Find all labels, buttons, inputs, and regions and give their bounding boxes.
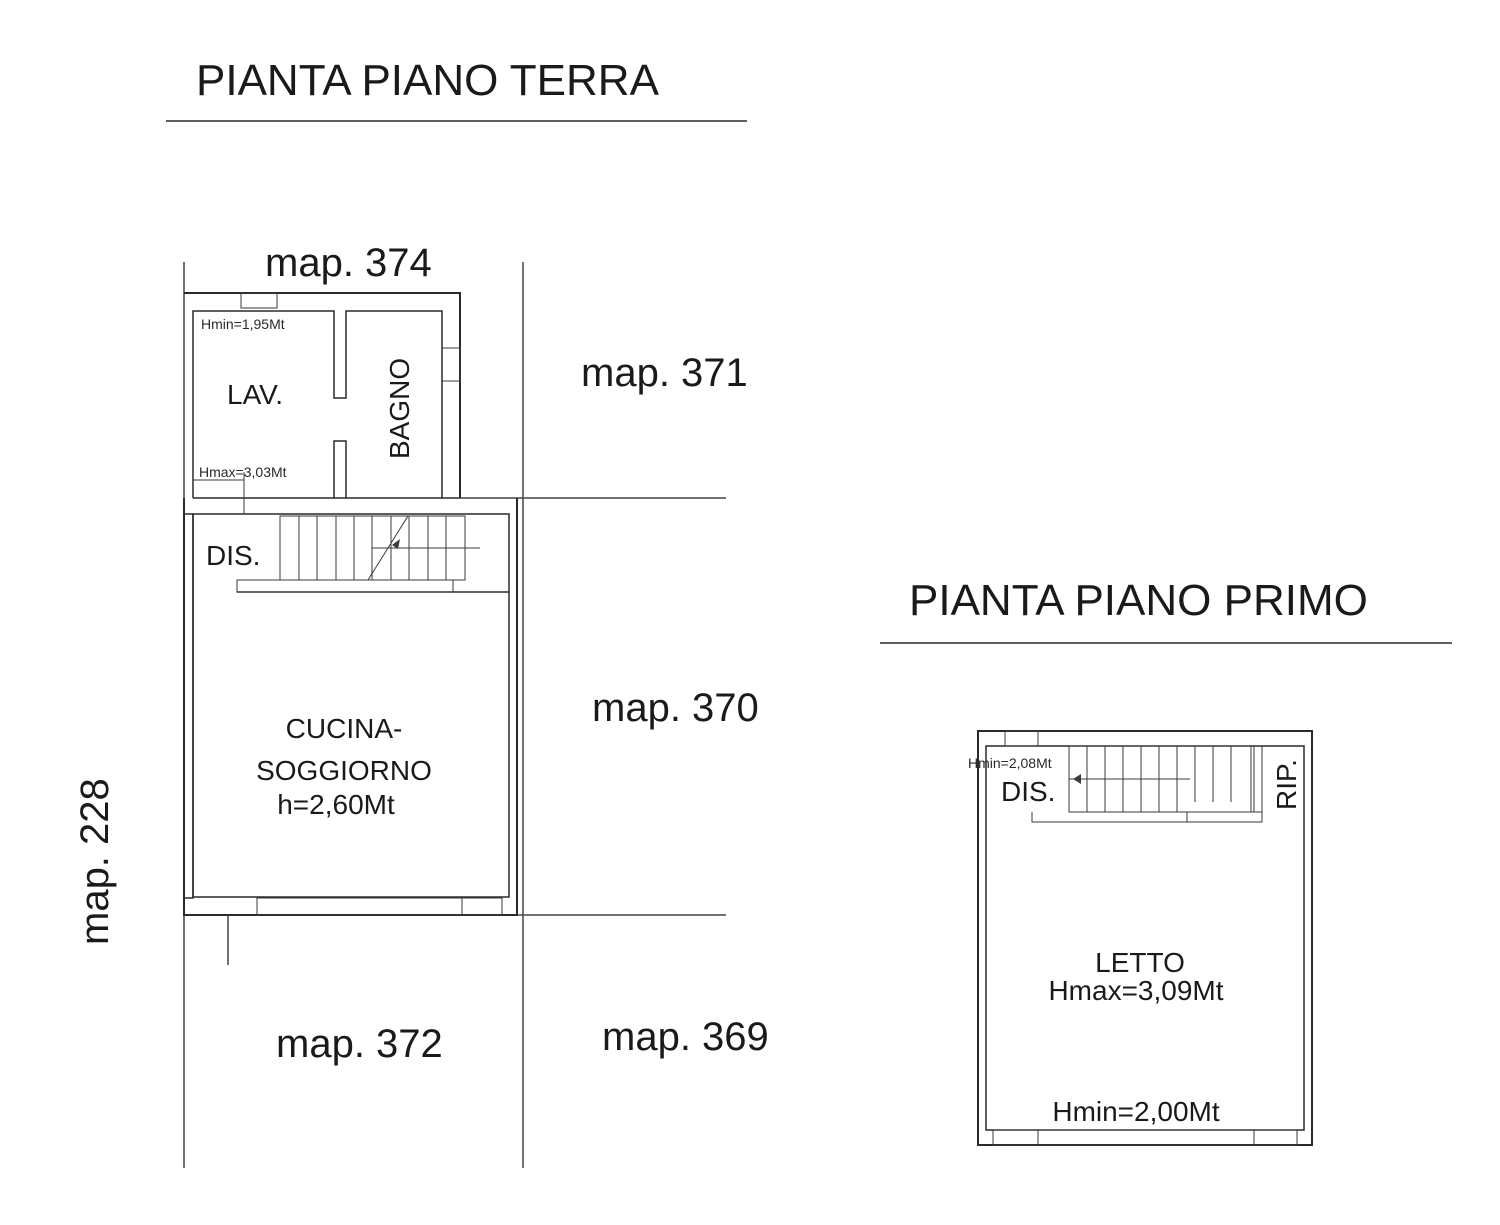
parcel-label-east-top: map. 371 [581,351,748,395]
first-floor-front-window-left [993,1130,1038,1145]
cucina-outer-outline [193,514,509,897]
first-floor-stairs [1069,746,1251,812]
room-label-dis-first: DIS. [1001,776,1056,807]
first-floor-front-window [1038,1130,1254,1145]
room-label-cucina-line1: CUCINA- [285,713,403,744]
room-label-lav: LAV. [227,379,284,410]
room-cucina-height: h=2,60Mt [277,789,395,820]
bagno-door-jamb [334,441,346,498]
lav-hmin: Hmin=1,95Mt [201,316,285,332]
parcel-label-south-east: map. 369 [602,1015,769,1059]
room-label-bagno: BAGNO [384,357,415,459]
first-floor-front-window-right [1254,1130,1297,1145]
dis-partition-wall [237,580,453,592]
dis-partition-first [1032,812,1262,822]
ground-floor-stairs [280,516,480,580]
first-floor-title: PIANTA PIANO PRIMO [909,576,1368,625]
room-label-cucina-line2: SOGGIORNO [256,755,432,786]
parcel-label-west: map. 228 [73,778,117,945]
lav-window [241,293,277,308]
cucina-front-window [257,898,462,915]
parcel-label-south: map. 372 [276,1022,443,1066]
rip-partition [1254,746,1262,812]
room-label-rip: RIP. [1271,759,1302,810]
letto-hmin: Hmin=2,00Mt [1052,1096,1220,1127]
parcel-label-east-middle: map. 370 [592,686,759,730]
first-floor-back-window [1005,731,1038,746]
first-dis-hmin: Hmin=2,08Mt [968,755,1052,771]
stair-arrow-first-icon [1073,774,1081,784]
lav-hmax: Hmax=3,03Mt [199,464,287,480]
west-lower-wall [184,514,193,898]
parcel-label-north: map. 374 [265,241,432,285]
cucina-front-door [462,898,502,915]
letto-hmax: Hmax=3,09Mt [1048,975,1224,1006]
bagno-window [442,348,460,381]
ground-floor-title: PIANTA PIANO TERRA [196,56,659,105]
room-label-dis-ground: DIS. [206,540,261,571]
room-label-letto: LETTO [1095,947,1185,978]
